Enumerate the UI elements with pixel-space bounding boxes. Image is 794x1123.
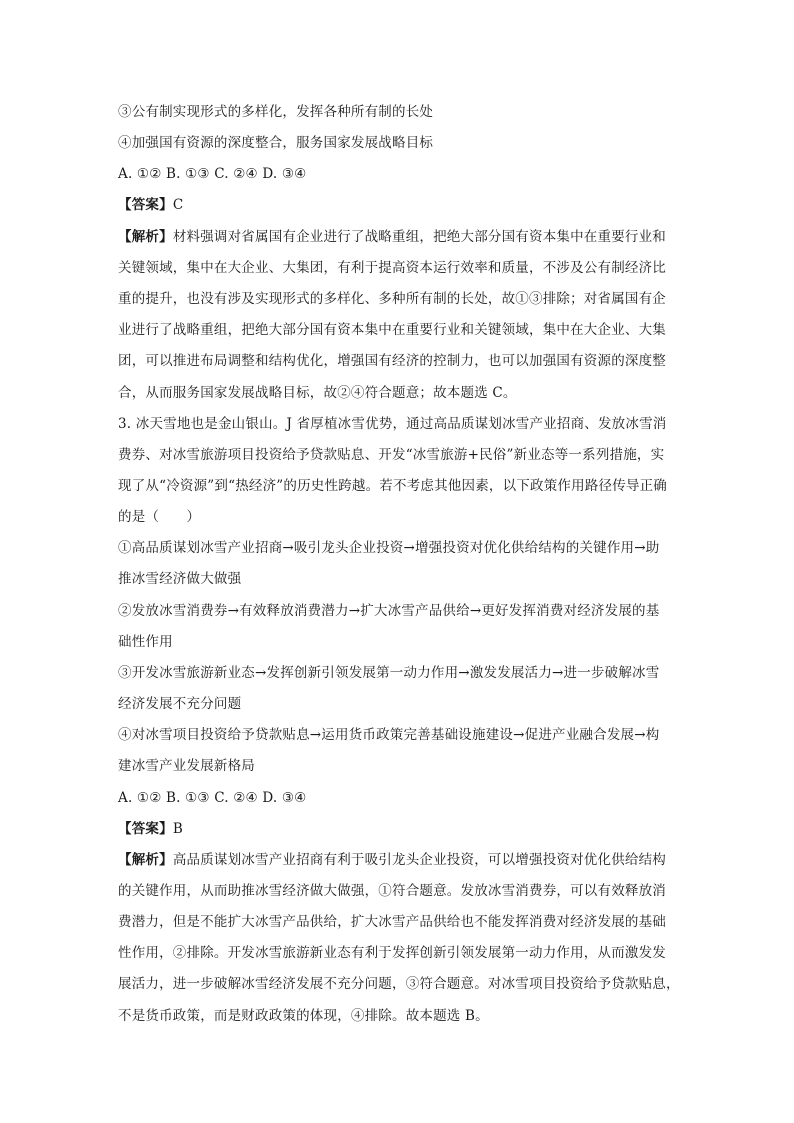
q2-analysis-line: 合，从而服务国家发展战略目标，故②④符合题意；故本题选 C。 bbox=[118, 385, 517, 401]
q2-analysis-line bbox=[118, 227, 666, 247]
q2-analysis-line: 关键领域，集中在大企业、大集团，有利于提高资本运行效率和质量，不涉及公有制经济比 bbox=[118, 260, 666, 276]
q3-option-line: ②发放冰雪消费券→有效释放消费潜力→扩大冰雪产品供给→更好发挥消费对经济发展的基 bbox=[118, 603, 660, 619]
q2-analysis-line: 重的提升，也没有涉及实现形式的多样化、多种所有制的长处，故①③排除；对省属国有企 bbox=[118, 291, 666, 307]
q2-option-3: ③公有制实现形式的多样化，发挥各种所有制的长处 bbox=[118, 104, 434, 120]
q3-option-line: 础性作用 bbox=[118, 634, 173, 650]
q3-analysis-line: 性作用，②排除。开发冰雪旅游新业态有利于发挥创新引领发展第一动力作用，从而激发发 bbox=[118, 945, 666, 961]
q2-answer bbox=[118, 195, 183, 215]
q3-option-line: ③开发冰雪旅游新业态→发挥创新引领发展第一动力作用→激发发展活力→进一步破解冰雪 bbox=[118, 665, 660, 681]
q3-analysis-line: 费潜力，但是不能扩大冰雪产品供给，扩大冰雪产品供给也不能发挥消费对经济发展的基础 bbox=[118, 914, 666, 930]
q3-analysis-line: 不是货币政策，而是财政政策的体现，④排除。故本题选 B。 bbox=[118, 1008, 489, 1024]
q2-analysis-line: 业进行了战略重组，把绝大部分国有资本集中在重要行业和关键领域，集中在大企业、大集 bbox=[118, 322, 666, 338]
q2-analysis-text: 材料强调对省属国有企业进行了战略重组，把绝大部分国有资本集中在重要行业和 bbox=[172, 229, 667, 245]
q3-option-line: 经济发展不充分问题 bbox=[118, 696, 242, 712]
q3-stem-line: 的是（ ） bbox=[118, 509, 201, 525]
q3-answer bbox=[118, 819, 183, 839]
q3-analysis-line bbox=[118, 850, 666, 870]
q2-choices: A. ①② B. ①③ C. ②④ D. ③④ bbox=[118, 166, 307, 182]
q3-stem-line: 现了从“冷资源”到“热经济”的历史性跨越。若不考虑其他因素，以下政策作用路径传导正确 bbox=[118, 478, 668, 494]
q3-answer-value: B bbox=[172, 821, 183, 837]
q3-answer-label: 【答案】 bbox=[118, 821, 173, 837]
q3-analysis-text: 高品质谋划冰雪产业招商有利于吸引龙头企业投资，可以增强投资对优化供给结构 bbox=[172, 852, 667, 868]
q3-stem-line: 3. 冰天雪地也是金山银山。J 省厚植冰雪优势，通过高品质谋划冰雪产业招商、发放冰雪消 bbox=[118, 416, 667, 432]
q3-stem-line: 费券、对冰雪旅游项目投资给予贷款贴息、开发“冰雪旅游+民俗”新业态等一系列措施，实 bbox=[118, 447, 665, 463]
q3-option-line: ①高品质谋划冰雪产业招商→吸引龙头企业投资→增强投资对优化供给结构的关键作用→助 bbox=[118, 540, 660, 556]
q2-option-4: ④加强国有资源的深度整合，服务国家发展战略目标 bbox=[118, 135, 434, 151]
q2-answer-label: 【答案】 bbox=[118, 197, 173, 213]
q2-analysis-label: 【解析】 bbox=[118, 229, 173, 245]
q2-answer-value: C bbox=[172, 197, 184, 213]
q3-option-line: ④对冰雪项目投资给予贷款贴息→运用货币政策完善基础设施建设→促进产业融合发展→构 bbox=[118, 727, 660, 743]
q2-analysis-line: 团，可以推进布局调整和结构优化，增强国有经济的控制力，也可以加强国有资源的深度整 bbox=[118, 353, 666, 369]
q3-option-line: 推冰雪经济做大做强 bbox=[118, 571, 242, 587]
q3-analysis-line: 展活力，进一步破解冰雪经济发展不充分问题，③符合题意。对冰雪项目投资给予贷款贴息， bbox=[118, 976, 680, 992]
q3-option-line: 建冰雪产业发展新格局 bbox=[118, 758, 255, 774]
q3-choices: A. ①② B. ①③ C. ②④ D. ③④ bbox=[118, 790, 307, 806]
q3-analysis-line: 的关键作用，从而助推冰雪经济做大做强，①符合题意。发放冰雪消费券，可以有效释放消 bbox=[118, 883, 666, 899]
q3-analysis-label: 【解析】 bbox=[118, 852, 173, 868]
